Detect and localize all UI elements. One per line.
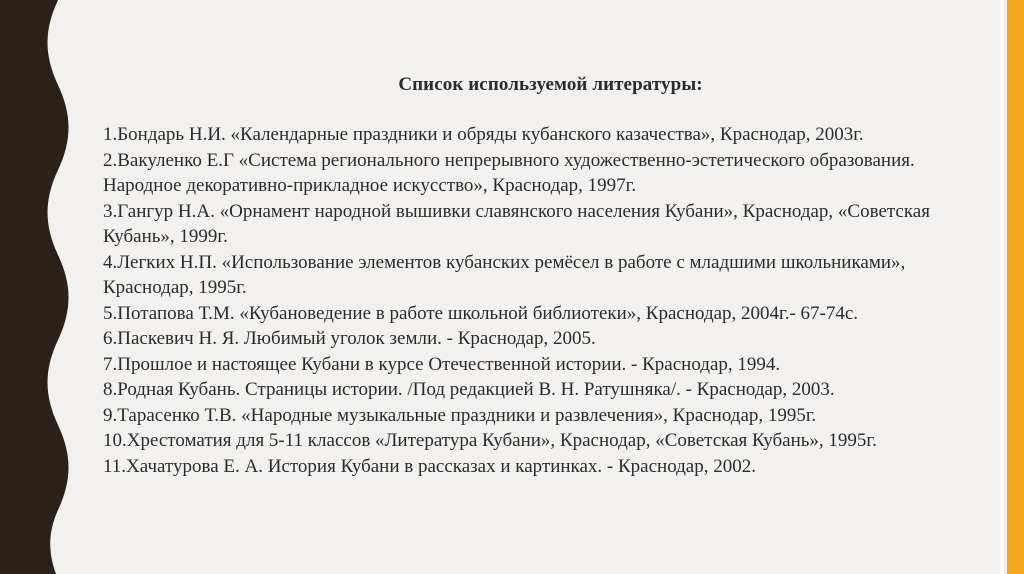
accent-bar	[1007, 0, 1024, 574]
reference-item: 7.Прошлое и настоящее Кубани в курсе Отечественной истории. - Краснодар, 1994.	[103, 353, 781, 375]
slide-title: Список используемой литературы:	[398, 74, 703, 95]
reference-item: 9.Тарасенко Т.В. «Народные музыкальные праздники и развлечения», Краснодар, 1995г.	[103, 404, 817, 426]
slide-content	[103, 72, 998, 479]
reference-item: 4.Легких Н.П. «Использование элементов кубанских ремёсел в работе с младшими школьниками», Краснодар, 1995г.	[103, 251, 906, 298]
reference-item: 3.Гангур Н.А. «Орнамент народной вышивки славянского населения Кубани», Краснодар, «Советская Кубань», 1999г.	[103, 200, 930, 247]
decorative-wave-band	[0, 0, 80, 574]
accent-divider	[1000, 0, 1004, 574]
reference-item: 8.Родная Кубань. Страницы истории. /Под редакцией В. Н. Ратушняка/. - Краснодар, 2003.	[103, 379, 835, 400]
reference-item: 1.Бондарь Н.И. «Календарные праздники и обряды кубанского казачества», Краснодар, 2003г.	[103, 124, 864, 145]
reference-item: 2.Вакуленко Е.Г «Система регионального непрерывного художественно-эстетического образования. Народное декоративно-прикладное искусство», Краснодар, 1997г.	[103, 149, 915, 196]
reference-item: 6.Паскевич Н. Я. Любимый уголок земли. - Краснодар, 2005.	[103, 328, 596, 349]
reference-item: 10.Хрестоматия для 5-11 классов «Литература Кубани», Краснодар, «Советская Кубань», 1995г.	[103, 430, 877, 451]
reference-item: 5.Потапова Т.М. «Кубановедение в работе школьной библиотеки», Краснодар, 2004г.- 67-74с.	[103, 302, 859, 324]
reference-list	[103, 122, 998, 479]
reference-item: 11.Хачатурова Е. А. История Кубани в рассказах и картинках. - Краснодар, 2002.	[103, 455, 756, 477]
